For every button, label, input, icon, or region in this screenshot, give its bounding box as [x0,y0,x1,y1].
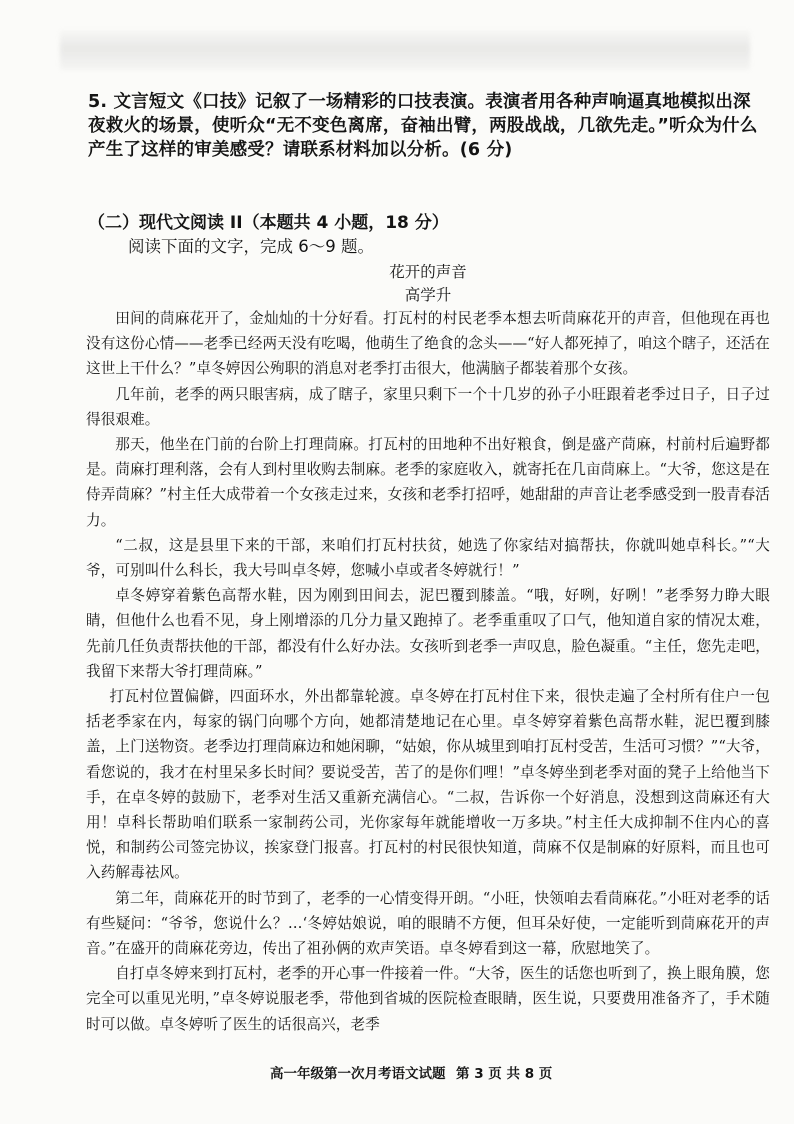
story-author: 高学升 [404,286,452,304]
story-paragraph-3: 那天，他坐在门前的台阶上打理茼麻。打瓦村的田地种不出好粮食，倒是盛产茼麻，村前村后遍野都是。茼麻打理利落，会有人到村里收购去制麻。老季的家庭收入，就寄托在几亩茼麻上。“大爷，您这是在侍弄茼麻？”村主任大成带着一个女孩走过来，女孩和老季打招呼，她甜甜的声音让老季感受到一股青春活力。 [86,436,770,529]
story-paragraph-7: 第二年，茼麻花开的时节到了，老季的一心情变得开朗。“小旺，快领咱去看茼麻花。”小旺对老季的话有些疑问：“爷爷，您说什么？…‘冬婷姑娘说，咱的眼睛不方便，但耳朵好使，一定能听到茼麻花开的声音。”在盛开的茼麻花旁边，传出了祖孙俩的欢声笑语。卓冬婷看到这一幕，欣慰地笑了。 [86,889,770,958]
story-body [86,306,770,1037]
question-5: 5. 文言短文《口技》记叙了一场精彩的口技表演。表演者用各种声响逼真地模拟出深夜救火的场景，使听众“无不变色离席，奋袖出臂，两股战战，几欲先走。”听众为什么产生了这样的审美感受？请联系材料加以分析。(6 分) [88,92,758,160]
story-paragraph-4: “二叔，这是县里下来的干部，来咱们打瓦村扶贫，她选了你家结对搞帮扶，你就叫她卓科长。”“大爷，可别叫什么科长，我大号叫卓冬婷，您喊小卓或者冬婷就行！” [86,536,770,580]
story-title: 花开的声音 [389,263,467,281]
story-paragraph-5: 卓冬婷穿着紫色高帮水鞋，因为刚到田间去，泥巴覆到膝盖。“哦，好咧，好咧！”老季努力睁大眼睛，但他什么也看不见，身上刚增添的几分力量又跑掉了。老季重重叹了口气，他知道自家的情况太难，先前几任负责帮扶他的干部，都没有什么好办法。女孩听到老季一声叹息，脸色凝重。“主任，您先走吧，我留下来帮大爷打理茼麻。” [86,587,770,680]
story-paragraph-2: 几年前，老季的两只眼害病，成了瞎子，家里只剩下一个十几岁的孙子小旺跟着老季过日子，日子过得很艰难。 [86,385,770,428]
exam-title: 高一年级第一次月考语文试题 [270,1066,446,1082]
page-footer [0,1062,794,1082]
reading-instruction: 阅读下面的文字，完成 6～9 题。 [128,237,374,256]
section-heading: （二）现代文阅读 II（本题共 4 小题，18 分） [88,213,449,233]
story-paragraph-6: 打瓦村位置偏僻，四面环水，外出都靠轮渡。卓冬婷在打瓦村住下来，很快走遍了全村所有住户一包括老季家在内，每家的锅门向哪个方向，她都清楚地记在心里。卓冬婷穿着紫色高帮水鞋，泥巴覆到膝盖，上门送物资。老季边打理茼麻边和她闲聊，“姑娘，你从城里到咱打瓦村受苦，生活可习惯？”“大爷，看您说的，我才在村里呆多长时间？要说受苦，苦了的是你们哩！”卓冬婷坐到老季对面的凳子上给他当下手，在卓冬婷的鼓励下，老季对生活又重新充满信心。“二叔，告诉你一个好消息，没想到这茼麻还有大用！卓科长帮助咱们联系一家制药公司，光你家每年就能增收一万多块。”村主任大成抑制不住内心的喜悦，和制药公司签完协议，挨家登门报喜。打瓦村的村民很快知道，茼麻不仅是制麻的好原料，而且也可入药解毒祛风。 [86,688,770,882]
story-paragraph-8: 自打卓冬婷来到打瓦村，老季的开心事一件接着一件。“大爷，医生的话您也听到了，换上眼角膜，您完全可以重见光明，”卓冬婷说服老季，带他到省城的医院检查眼睛，医生说，只要费用准备齐了，手术随时可以做。卓冬婷听了医生的话很高兴，老季 [86,965,770,1033]
bleed-through-shadow [60,30,750,70]
page-number: 第 3 页 共 8 页 [456,1066,553,1082]
story-paragraph-1: 田间的茼麻花开了，金灿灿的十分好看。打瓦村的村民老季本想去听茼麻花开的声音，但他现在再也没有这份心情——老季已经两天没有吃喝，他萌生了绝食的念头——“好人都死掉了，咱这个瞎子，还活在这世上干什么？”卓冬婷因公殉职的消息对老季打击很大，他满脑子都装着那个女孩。 [86,310,770,378]
